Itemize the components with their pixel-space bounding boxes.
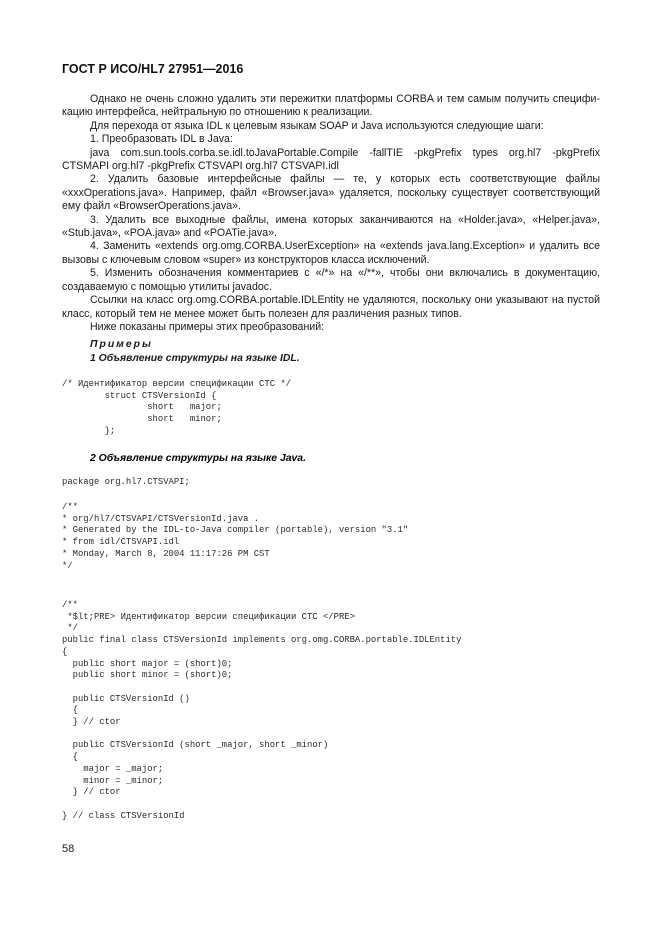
step-2: 2. Удалить базовые интерфейсные файлы — те, у которых есть соответствующие файлы «xxxOperations.java». Например, файл «Browser.java» удаляется, поскольку существует соответствующий ему файл «BrowserOperations.java».	[62, 173, 600, 213]
idl-code-block: /* Идентификатор версии спецификации CTC */ struct CTSVersionId { short major; short minor; };	[62, 379, 292, 436]
step-1: 1. Преобразовать IDL в Java:	[90, 133, 233, 146]
paragraph: Для перехода от языка IDL к целевым языкам SOAP и Java используются следующие шаги:	[90, 119, 544, 132]
examples-label: Примеры	[90, 339, 153, 351]
example-1-title: 1 Объявление структуры на языке IDL.	[90, 352, 300, 364]
page-number: 58	[62, 843, 75, 855]
java-header-comment: /** * org/hl7/CTSVAPI/CTSVersionId.java . * Generated by the IDL-to-Java compiler (portable), version "3.1" * from idl/CTSVAPI.idl * Monday, March 8, 2004 11:17:26 PM CST */	[62, 502, 409, 571]
java-package-line: package org.hl7.CTSVAPI;	[62, 477, 190, 487]
java-class-code-block: /** *$lt;PRE> Идентификатор версии спецификации CTC </PRE> */ public final class CTSVersionId implements org.omg.CORBA.portable.IDLEntity { public short major = (short)0; public short minor = (short)0; public CTSVersionId () { } // ctor public CTSVersionId (short _major, short _minor) { major = _major; minor = _minor; } // ctor } // class CTSVersionId	[62, 600, 462, 821]
step-5: 5. Изменить обозначения комментариев с «/*» на «/**», чтобы они включались в документацию, создаваемую с помощью утилиты javadoc.	[62, 267, 600, 293]
paragraph: Ссылки на класс org.omg.CORBA.portable.IDLEntity не удаляются, поскольку они указывают на пустой класс, который тем не менее может быть полезен для различения разных типов.	[62, 294, 600, 320]
body-text	[62, 93, 600, 365]
paragraph: Однако не очень сложно удалить эти пережитки платформы CORBA и тем самым получить спецификацию интерфейса, нейтральную по отношению к реализации.	[62, 93, 600, 119]
paragraph: Ниже показаны примеры этих преобразований:	[90, 320, 325, 333]
document-header: ГОСТ Р ИСО/HL7 27951—2016	[62, 62, 244, 76]
step-3: 3. Удалить все выходные файлы, имена которых заканчиваются на «Holder.java», «Helper.java», «Stub.java», «POA.java» and «POATie.java».	[62, 213, 600, 240]
command-line: java com.sun.tools.corba.se.idl.toJavaPortable.Compile -fallTIE -pkgPrefix types org.hl7 -pkgPrefix CTSMAPI org.hl7 -pkgPrefix CTSVAPI org.hl7 CTSVAPI.idl	[62, 146, 600, 173]
example-2-title: 2 Объявление структуры на языке Java.	[90, 453, 306, 464]
step-4: 4. Заменить «extends org.omg.CORBA.UserException» на «extends java.lang.Exception» и удалить все вызовы с ключевым словом «super» из конструкторов класса исключений.	[62, 240, 600, 266]
